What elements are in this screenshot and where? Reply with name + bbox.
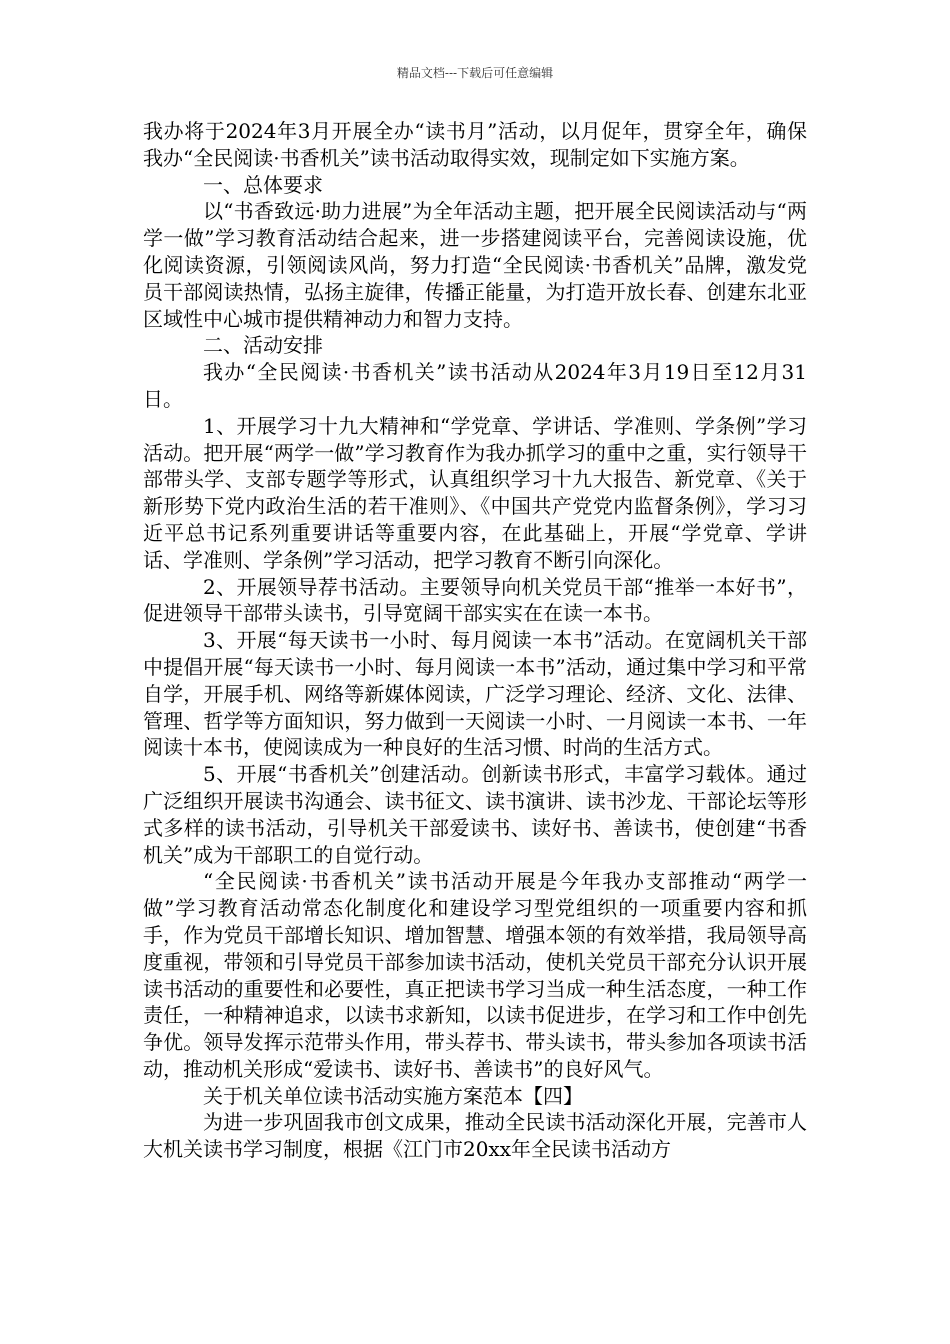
document-body <box>143 118 807 1163</box>
paragraph-general-requirements: 以“书香致远·助力进展”为全年活动主题，把开展全民阅读活动与“两学一做”学习教育活动结合起来，进一步搭建阅读平台，完善阅读设施，优化阅读资源，引领阅读风尚，努力打造“全民阅读·书香机关”品牌，激发党员干部阅读热情，弘扬主旋律，传播正能量，为打造开放长春、创建东北亚区域性中心城市提供精神动力和智力支持。 <box>143 199 807 331</box>
heading-general-requirements: 一、总体要求 <box>203 172 323 197</box>
page-header: 精品文档---下载后可任意编辑 <box>396 66 554 80</box>
paragraph-item-1: 1、开展学习十九大精神和“学党章、学讲话、学准则、学条例”学习活动。把开展“两学一做”学习教育作为我办抓学习的重中之重，实行领导干部带头学、支部专题学等形式，认真组织学习十九大报告、新党章、《关于新形势下党内政治生活的若干准则》、《中国共产党党内监督条例》，学习习近平总书记系列重要讲话等重要内容，在此基础上，开展“学党章、学讲话、学准则、学条例”学习活动，把学习教育不断引向深化。 <box>143 413 807 572</box>
paragraph-item-2: 2、开展领导荐书活动。主要领导向机关党员干部“推举一本好书”，促进领导干部带头读书，引导宽阔干部实实在在读一本书。 <box>143 574 807 626</box>
heading-activity-arrangement: 二、活动安排 <box>203 333 323 358</box>
paragraph-item-5: 5、开展“书香机关”创建活动。创新读书形式，丰富学习载体。通过广泛组织开展读书沟通会、读书征文、读书演讲、读书沙龙、干部论坛等形式多样的读书活动，引导机关干部爱读书、读好书、善读书，使创建“书香机关”成为干部职工的自觉行动。 <box>143 762 807 867</box>
paragraph-item-3: 3、开展“每天读书一小时、每月阅读一本书”活动。在宽阔机关干部中提倡开展“每天读书一小时、每月阅读一本书”活动，通过集中学习和平常自学，开展手机、网络等新媒体阅读，广泛学习理论、经济、文化、法律、管理、哲学等方面知识，努力做到一天阅读一小时、一月阅读一本书、一年阅读十本书，使阅读成为一种良好的生活习惯、时尚的生活方式。 <box>143 628 807 760</box>
paragraph-summary: “全民阅读·书香机关”读书活动开展是今年我办支部推动“两学一做”学习教育活动常态化制度化和建设学习型党组织的一项重要内容和抓手，作为党员干部增长知识、增加智慧、增强本领的有效举措，我局领导高度重视，带领和引导党员干部参加读书活动，使机关党员干部充分认识开展读书活动的重要性和必要性，真正把读书学习当成一种生活态度，一种工作责任，一种精神追求，以读书求新知，以读书促进步，在学习和工作中创先争优。领导发挥示范带头作用，带头荐书、带头读书，带头参加各项读书活动，推动机关形成“爱读书、读好书、善读书”的良好风气。 <box>143 869 807 1081</box>
heading-sample-four: 关于机关单位读书活动实施方案范本【四】 <box>203 1083 583 1108</box>
paragraph-activity-period: 我办“全民阅读·书香机关”读书活动从2024年3月19日至12月31日。 <box>143 360 807 411</box>
paragraph-sample-four-intro: 为进一步巩固我市创文成果，推动全民读书活动深化开展，完善市人大机关读书学习制度，根据《江门市20xx年全民读书活动方 <box>143 1110 807 1162</box>
paragraph-intro: 我办将于2024年3月开展全办“读书月”活动，以月促年，贯穿全年，确保我办“全民阅读·书香机关”读书活动取得实效，现制定如下实施方案。 <box>143 119 807 170</box>
